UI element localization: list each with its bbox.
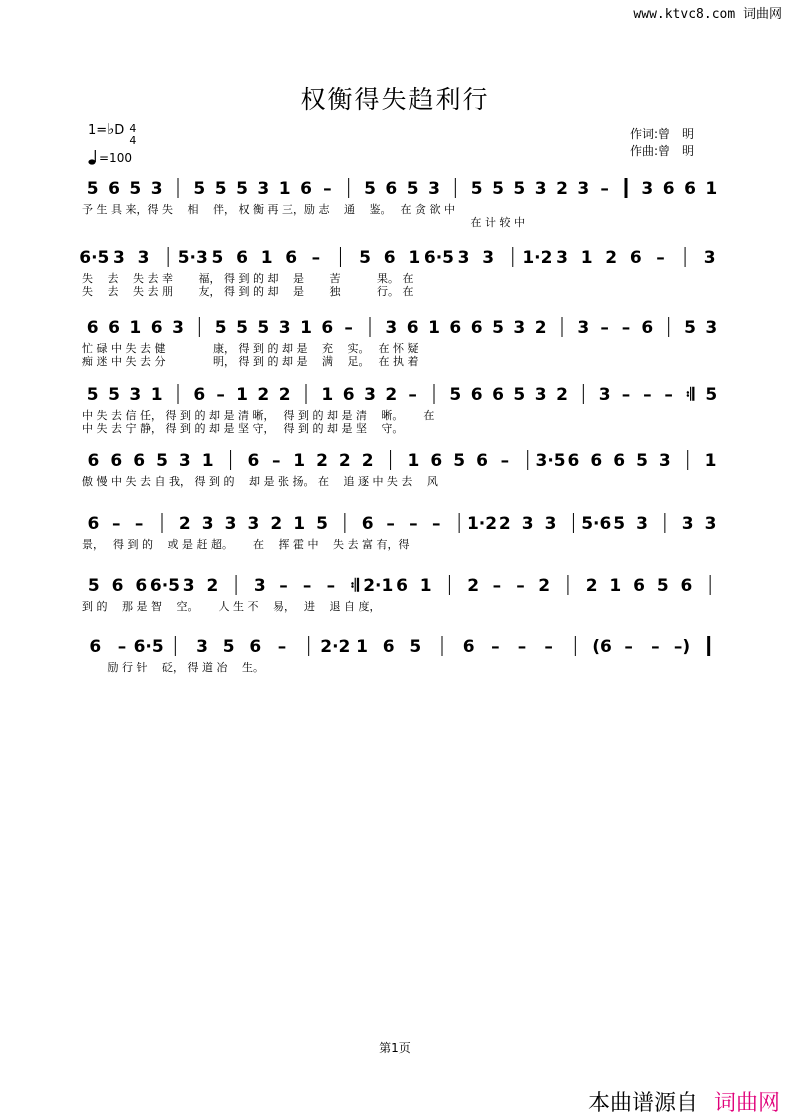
- note: 𝄇: [350, 576, 359, 596]
- note: 2: [385, 385, 398, 405]
- note: 3: [704, 514, 717, 534]
- lyric-line: 予 生 具 来，得 失 相 伴， 权 衡 再 三，励 志 通 鉴。 在 贪 欲 中: [82, 203, 455, 216]
- note: 2: [278, 385, 291, 405]
- note: –: [600, 318, 609, 338]
- note: 3: [137, 248, 150, 268]
- note: 1: [580, 248, 593, 268]
- note: 3: [544, 514, 557, 534]
- note: –: [516, 576, 525, 596]
- note: 1: [293, 451, 306, 471]
- note: 6: [321, 318, 334, 338]
- note: 3·5: [535, 451, 566, 471]
- note: 3: [182, 576, 195, 596]
- note: 3: [641, 179, 654, 199]
- note: 3: [636, 514, 648, 534]
- source-brand: [588, 1086, 780, 1117]
- note: 5: [236, 179, 248, 199]
- note: 5: [613, 514, 626, 534]
- note: 6: [236, 248, 248, 268]
- note: 1: [260, 248, 273, 268]
- note: –: [409, 514, 418, 534]
- lyric-line: 失 去 失 去 朋 友， 得 到 的 却 是 独 行。 在: [82, 285, 414, 298]
- note: 6: [150, 318, 163, 338]
- meter-top: 4: [129, 122, 137, 135]
- note: 3: [556, 248, 568, 268]
- note: 3: [385, 318, 398, 338]
- site-watermark: www.ktvc8.com 词曲网: [633, 7, 782, 22]
- note: 6·5: [133, 637, 164, 657]
- page-number: 第1页: [379, 1041, 411, 1055]
- note: 2: [257, 385, 270, 405]
- note: 2: [498, 514, 511, 534]
- note: 3: [534, 179, 547, 199]
- note: 3: [364, 385, 376, 405]
- note: 2: [316, 451, 328, 471]
- note: –: [517, 637, 527, 657]
- note: –: [624, 637, 633, 657]
- note: 6: [342, 385, 355, 405]
- note: 5: [636, 451, 648, 471]
- note: 2: [270, 514, 283, 534]
- note: 3: [278, 318, 291, 338]
- note: 3: [150, 179, 163, 199]
- note: 6: [680, 576, 693, 596]
- flat-sign: ♭: [107, 120, 115, 138]
- note: 5: [129, 179, 142, 199]
- note: 5: [513, 179, 526, 199]
- note: 6: [430, 451, 443, 471]
- note: –: [386, 514, 395, 534]
- note: 3: [253, 576, 266, 596]
- note: 6·5: [149, 576, 181, 596]
- note: 1: [408, 248, 421, 268]
- note: 5: [492, 318, 504, 338]
- note: –: [432, 514, 441, 534]
- note: 5: [656, 576, 669, 596]
- note: 2: [556, 385, 568, 405]
- note: 1·2: [522, 248, 553, 268]
- lyric-line: 失 去 失 去 幸 福， 得 到 的 却 是 苦 果。 在: [82, 272, 414, 285]
- note: 5: [453, 451, 466, 471]
- note: 5: [222, 637, 235, 657]
- note: 5: [316, 514, 328, 534]
- note: 3: [681, 514, 694, 534]
- meter-bottom: 4: [129, 134, 137, 147]
- note: 6: [110, 451, 123, 471]
- note: 3: [224, 514, 237, 534]
- note: –: [323, 179, 332, 199]
- note: 5: [409, 637, 422, 657]
- note: 1: [356, 637, 368, 657]
- score-system-7: [82, 573, 722, 623]
- note: 3: [513, 318, 526, 338]
- note: 6·5: [79, 248, 110, 268]
- note: 2·2: [320, 637, 351, 657]
- note: 5: [406, 179, 419, 199]
- note: 5: [211, 248, 224, 268]
- note: 1: [407, 451, 420, 471]
- note: 3: [428, 179, 440, 199]
- note: –: [621, 318, 631, 338]
- score-system-4: [82, 382, 722, 442]
- note: 3: [201, 514, 214, 534]
- note: 2: [534, 318, 547, 338]
- note: 1: [278, 179, 291, 199]
- note: 6: [633, 576, 645, 596]
- note: 6: [86, 318, 99, 338]
- note: 6: [449, 318, 462, 338]
- note: 6: [567, 451, 580, 471]
- lyric-line: 到 的 那 是 智 空。 人 生 不 易， 进 退 自 度，: [82, 600, 381, 613]
- note: 5: [364, 179, 376, 199]
- note: 2·1: [363, 576, 394, 596]
- lyric-line: 励 行 针 砭， 得 道 冶 生。: [82, 661, 264, 674]
- brand-site: 词曲网: [713, 1091, 780, 1116]
- note: 6: [492, 385, 504, 405]
- note: –: [302, 576, 312, 596]
- note: 6: [476, 451, 488, 471]
- note: 2: [361, 451, 374, 471]
- lyricist-credit: 作词:曾 明: [630, 127, 695, 141]
- time-signature: [129, 123, 136, 147]
- note: –: [492, 576, 502, 596]
- note: 6·5: [423, 248, 454, 268]
- note: 3: [534, 385, 547, 405]
- note: 𝄇: [685, 385, 695, 405]
- note: 3: [703, 248, 716, 268]
- note: 6: [193, 385, 206, 405]
- note: 2: [605, 248, 618, 268]
- note: –: [344, 318, 353, 338]
- note: –: [134, 514, 144, 534]
- note: 5: [236, 318, 248, 338]
- note: 3: [577, 179, 590, 199]
- note: 6: [613, 451, 626, 471]
- lyric-line: 景， 得 到 的 或 是 赶 超。 在 挥 霍 中 失 去 富 有，得: [82, 538, 410, 551]
- note: 3: [705, 318, 718, 338]
- note: 6: [87, 514, 100, 534]
- song-title: 权衡得失趋利行: [300, 85, 490, 114]
- note: –: [272, 451, 281, 471]
- note: –: [279, 576, 288, 596]
- note: 6: [361, 514, 374, 534]
- note: 1: [236, 385, 248, 405]
- note: 3: [598, 385, 611, 405]
- note: 5: [449, 385, 462, 405]
- note: –: [643, 385, 652, 405]
- note: 5: [108, 385, 120, 405]
- lyric-line: 痴 迷 中 失 去 分 明， 得 到 的 却 是 满 足。 在 执 着: [82, 355, 419, 368]
- note: 6: [385, 179, 398, 199]
- note: –: [664, 385, 673, 405]
- note: 6: [111, 576, 124, 596]
- tempo-value: =100: [99, 151, 132, 165]
- note: 5·6: [581, 514, 612, 534]
- note: 5: [87, 576, 100, 596]
- note: 3: [482, 248, 495, 268]
- credits: [630, 126, 694, 160]
- note: –: [600, 179, 609, 199]
- note: 3: [457, 248, 470, 268]
- note: 1: [129, 318, 142, 338]
- lyric-line: 傲 慢 中 失 去 自 我， 得 到 的 却 是 张 扬。 在 追 逐 中 失 去 风: [82, 475, 438, 488]
- note: 6: [382, 637, 395, 657]
- note: 3: [257, 179, 270, 199]
- note: 3: [577, 318, 590, 338]
- note: 6: [249, 637, 262, 657]
- lyric-line: 中 失 去 信 任， 得 到 的 却 是 清 晰， 得 到 的 却 是 清 晰。 在: [82, 409, 435, 422]
- note: 5: [513, 385, 526, 405]
- score-system-3: [82, 315, 722, 375]
- note: 3: [196, 637, 208, 657]
- brand-text: 本曲谱源自: [587, 1091, 698, 1116]
- note: 1: [419, 576, 432, 596]
- note: (6: [592, 637, 612, 657]
- note: –: [621, 385, 631, 405]
- note: 6: [285, 248, 298, 268]
- note: 6: [133, 451, 146, 471]
- note: 1: [704, 451, 717, 471]
- note: 5: [193, 179, 206, 199]
- note: 5: [492, 179, 504, 199]
- note: –: [408, 385, 417, 405]
- note: 6: [108, 318, 120, 338]
- key-signature: [88, 120, 136, 147]
- note: –: [117, 637, 127, 657]
- score-system-5: [82, 448, 722, 498]
- note: 1: [150, 385, 163, 405]
- note: 3: [178, 451, 191, 471]
- note: –: [311, 248, 321, 268]
- note: 2: [538, 576, 551, 596]
- note: 1: [705, 179, 718, 199]
- note: 6: [470, 385, 483, 405]
- key-prefix: 1=: [88, 123, 108, 138]
- score-system-1: [82, 176, 722, 236]
- note: 5: [86, 179, 99, 199]
- note: 1: [300, 318, 312, 338]
- note: 2: [178, 514, 191, 534]
- note: 5: [156, 451, 168, 471]
- lyric-line: 在 计 较 中: [82, 216, 525, 229]
- note: 6: [87, 451, 100, 471]
- note: 6: [662, 179, 675, 199]
- note: 5: [470, 179, 483, 199]
- note: 3: [113, 248, 125, 268]
- note: –): [673, 637, 691, 657]
- note: 3: [521, 514, 534, 534]
- note: 5: [86, 385, 99, 405]
- quarter-note-icon: [88, 150, 99, 165]
- tempo-marking: [88, 150, 132, 165]
- note: 5: [257, 318, 270, 338]
- note: –: [651, 637, 660, 657]
- note: 6: [108, 179, 120, 199]
- note: 1: [321, 385, 334, 405]
- note: 6: [300, 179, 312, 199]
- note: 2: [585, 576, 598, 596]
- note: 6: [396, 576, 408, 596]
- note: 6: [89, 637, 102, 657]
- score-system-8: [82, 634, 722, 684]
- score-system-6: [82, 511, 722, 561]
- note: 6: [406, 318, 419, 338]
- note: 6: [629, 248, 642, 268]
- note: 1: [428, 318, 440, 338]
- score-system-2: [79, 245, 722, 305]
- note: 6: [590, 451, 603, 471]
- note: 1: [201, 451, 214, 471]
- composer-credit: 作曲:曾 明: [630, 144, 695, 158]
- note: 6: [135, 576, 148, 596]
- lyric-line: 中 失 去 宁 静， 得 到 的 却 是 坚 守， 得 到 的 却 是 坚 守。: [82, 422, 404, 435]
- note: 5·3: [177, 248, 208, 268]
- note: 3: [658, 451, 671, 471]
- note: 5: [359, 248, 371, 268]
- note: 6: [247, 451, 260, 471]
- note: 1: [609, 576, 622, 596]
- key-note: D: [114, 123, 125, 138]
- note: 6: [641, 318, 654, 338]
- note: 1·2: [466, 514, 498, 534]
- note: 3: [129, 385, 142, 405]
- note: 2: [467, 576, 480, 596]
- note: 1: [293, 514, 306, 534]
- note: 6: [383, 248, 396, 268]
- note: –: [326, 576, 336, 596]
- note: 6: [470, 318, 483, 338]
- lyric-line: 忙 碌 中 失 去 健 康， 得 到 的 却 是 充 实。 在 怀 疑: [82, 342, 419, 355]
- note: –: [544, 637, 553, 657]
- note: 6: [684, 179, 696, 199]
- note: 5: [214, 318, 227, 338]
- note: 6: [462, 637, 475, 657]
- note: –: [656, 248, 665, 268]
- note: –: [112, 514, 121, 534]
- note: 5: [684, 318, 696, 338]
- note: 3: [247, 514, 260, 534]
- note: –: [491, 637, 500, 657]
- note: 5: [705, 385, 718, 405]
- note: 2: [206, 576, 219, 596]
- note: 2: [556, 179, 568, 199]
- note: –: [216, 385, 225, 405]
- note: –: [277, 637, 287, 657]
- note: 5: [214, 179, 227, 199]
- note: 2: [338, 451, 351, 471]
- note: 3: [172, 318, 184, 338]
- note: –: [500, 451, 510, 471]
